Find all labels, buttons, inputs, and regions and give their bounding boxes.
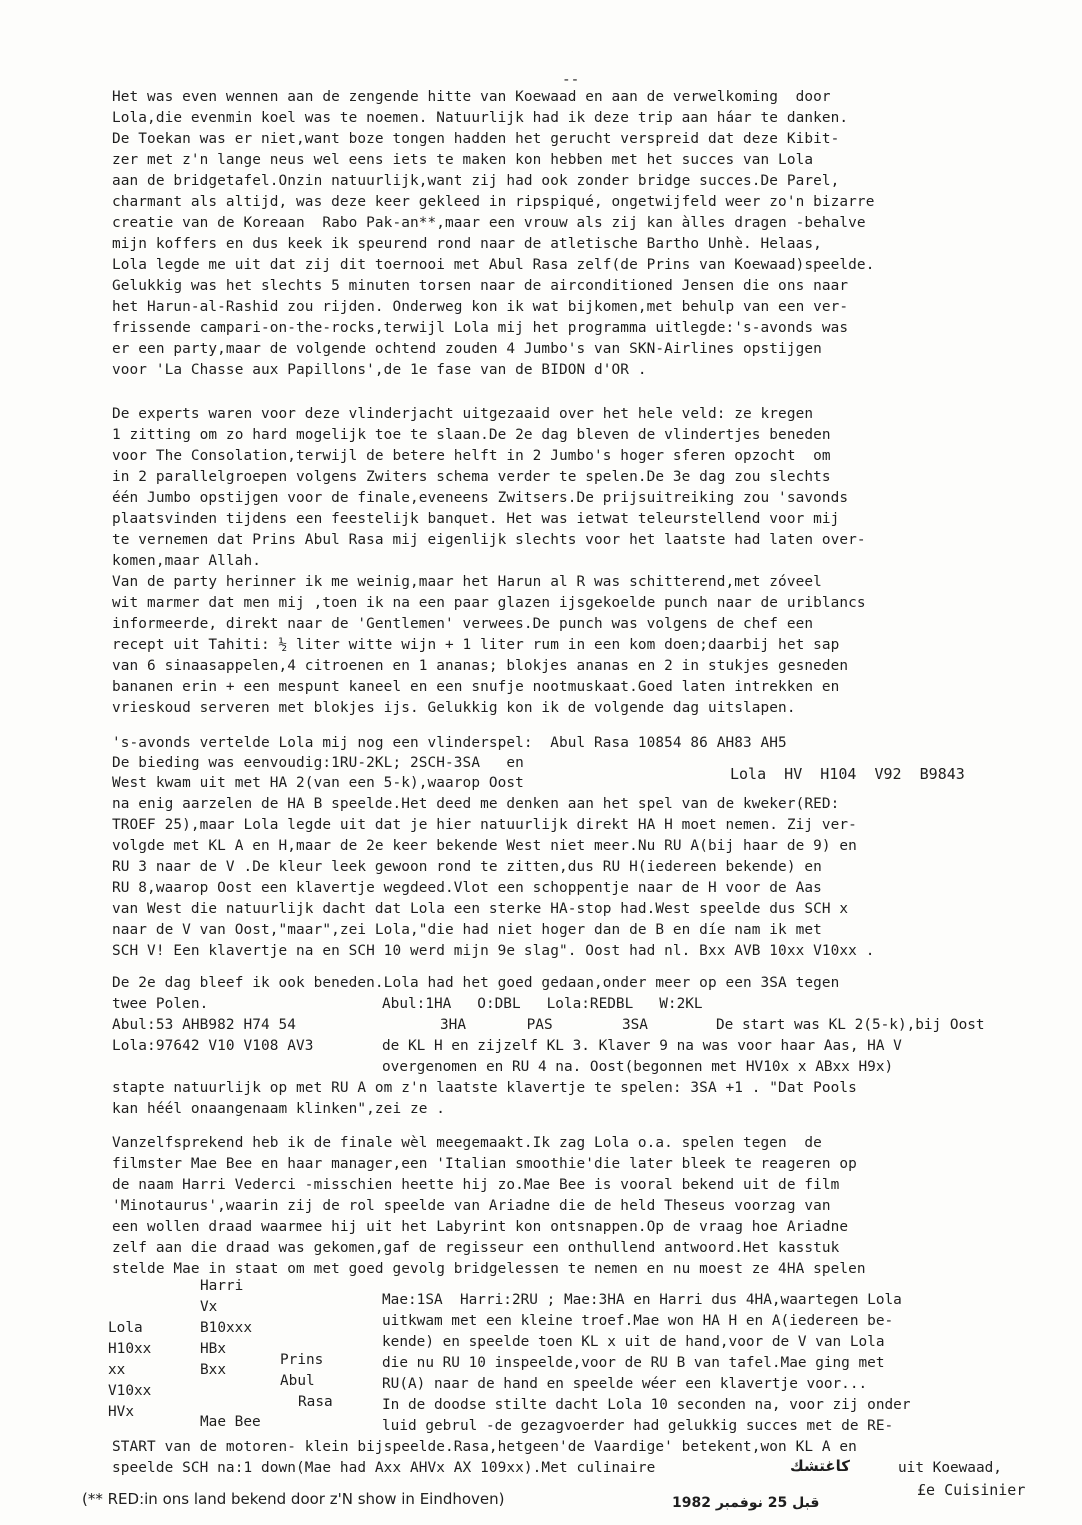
- text-line: vrieskoud serveren met blokjes ijs. Gelukkig kon ik de volgende dag uitslapen.: [112, 700, 796, 716]
- text-line: 'Minotaurus',waarin zij de rol speelde van Ariadne die de held Theseus voorzag van: [112, 1198, 831, 1214]
- prins-label: Prins: [280, 1352, 324, 1368]
- text-line: 1 zitting om zo hard mogelijk toe te slaan.De 2e dag bleven de vlindertjes beneden: [112, 427, 831, 443]
- lola-hand: Lola HV H104 V92 B9843: [730, 765, 965, 783]
- text-line: kan héél onaangenaam klinken",zei ze .: [112, 1101, 446, 1117]
- text-line: START van de motoren- klein bijspeelde.Rasa,hetgeen'de Vaardige' betekent,won KL A en: [112, 1439, 857, 1455]
- harri-holding: B10xxx: [200, 1320, 252, 1336]
- text-line: na enig aarzelen de HA B speelde.Het deed me denken aan het spel van de kweker(RED:: [112, 796, 840, 812]
- text-line: er een party,maar de volgende ochtend zouden 4 Jumbo's van SKN-Airlines opstijgen: [112, 341, 822, 357]
- prins-label: Abul: [280, 1373, 315, 1389]
- text-line: Van de party herinner ik me weinig,maar het Harun al R was schitterend,met zóveel: [112, 574, 822, 590]
- text-line: De 2e dag bleef ik ook beneden.Lola had het goed gedaan,onder meer op een 3SA tegen: [112, 975, 840, 991]
- text-line: bananen erin + een mespunt kaneel en een snufje nootmuskaat.Goed laten intrekken en: [112, 679, 840, 695]
- lola-holding: H10xx: [108, 1341, 152, 1357]
- text-line: uitkwam met een kleine troef.Mae won HA H en A(iedereen be-: [382, 1313, 894, 1329]
- mae-label: Mae Bee: [200, 1414, 261, 1430]
- text-line: kende) en speelde toen KL x uit de hand,voor de V van Lola: [382, 1334, 885, 1350]
- text-line: te vernemen dat Prins Abul Rasa mij eigenlijk slechts voor het laatste had laten over-: [112, 532, 866, 548]
- text-line: die nu RU 10 inspeelde,voor de RU B van tafel.Mae ging met: [382, 1355, 885, 1371]
- text-line: de KL H en zijzelf KL 3. Klaver 9 na was voor haar Aas, HA V: [382, 1038, 902, 1054]
- text-line: zelf aan die draad was gekomen,gaf de regisseur een onthullend antwoord.Het kasstuk: [112, 1240, 840, 1256]
- auction-row: 3HA PAS 3SA: [440, 1017, 648, 1033]
- text-line: RU 3 naar de V .De kleur leek gewoon rond te zitten,dus RU H(iedereen bekende) en: [112, 859, 822, 875]
- text-line: RU 8,waarop Oost een klavertje wegdeed.Vlot een schoppentje naar de H voor de Aas: [112, 880, 822, 896]
- text-line: plaatsvinden tijdens een feestelijk banquet. Het was ietwat teleurstellend voor mij: [112, 511, 840, 527]
- text-line: In de doodse stilte dacht Lola 10 seconden na, voor zij onder: [382, 1397, 911, 1413]
- lola-holding: V10xx: [108, 1383, 152, 1399]
- text-line: één Jumbo opstijgen voor de finale,eveneens Zwitsers.De prijsuitreiking zou 'savonds: [112, 490, 849, 506]
- text-line: De Toekan was er niet,want boze tongen hadden het gerucht verspreid dat deze Kibit-: [112, 131, 840, 147]
- text-line: voor The Consolation,terwijl de betere helft in 2 Jumbo's hoger sferen opzocht om: [112, 448, 831, 464]
- text-line: creatie van de Koreaan Rabo Pak-an**,maar een vrouw als zij kan àlles dragen -behalve: [112, 215, 866, 231]
- harri-holding: Vx: [200, 1299, 218, 1315]
- text-line: SCH V! Een klavertje na en SCH 10 werd mijn 9e slag". Oost had nl. Bxx AVB 10xx V10xx .: [112, 943, 875, 959]
- text-line: 's-avonds vertelde Lola mij nog een vlinderspel: Abul Rasa 10854 86 AH83 AH5: [112, 735, 787, 751]
- text-line: het Harun-al-Rashid zou rijden. Onderweg kon ik wat bijkomen,met behulp van een ver-: [112, 299, 849, 315]
- text-line: De start was KL 2(5-k),bij Oost: [716, 1017, 985, 1033]
- text-line: volgde met KL A en H,maar de 2e keer bekende West niet meer.Nu RU A(bij haar de 9) en: [112, 838, 857, 854]
- text-line: Gelukkig was het slechts 5 minuten torsen naar de airconditioned Jensen die ons naar: [112, 278, 849, 294]
- text-line: in 2 parallelgroepen volgens Zwiters schema verder te spelen.De 3e dag zou slechts: [112, 469, 831, 485]
- text-line: overgenomen en RU 4 na. Oost(begonnen met HV10x x ABxx H9x): [382, 1059, 894, 1075]
- text-line: uit Koewaad,: [898, 1460, 1002, 1476]
- text-line: aan de bridgetafel.Onzin natuurlijk,want zij had ook zonder bridge succes.De Parel,: [112, 173, 840, 189]
- text-line: naar de V van Oost,"maar",zei Lola,"die had niet hoger dan de B en díe nam ik met: [112, 922, 822, 938]
- text-line: RU(A) naar de hand en speelde wéer een klavertje voor...: [382, 1376, 868, 1392]
- text-line: twee Polen.: [112, 996, 209, 1012]
- hand-lola: Lola:97642 V10 V108 AV3: [112, 1038, 314, 1054]
- text-line: speelde SCH na:1 down(Mae had Axx AHVx AX 109xx).Met culinaire: [112, 1460, 656, 1476]
- text-line: Vanzelfsprekend heb ik de finale wèl meegemaakt.Ik zag Lola o.a. spelen tegen de: [112, 1135, 822, 1151]
- text-line: van West die natuurlijk dacht dat Lola een sterke HA-stop had.West speelde dus SCH x: [112, 901, 849, 917]
- page-mark: --: [562, 72, 580, 88]
- hand-abul: Abul:53 AHB982 H74 54: [112, 1017, 297, 1033]
- text-line: Lola,die evenmin koel was te noemen. Natuurlijk had ik deze trip aan háar te danken.: [112, 110, 849, 126]
- text-line: stapte natuurlijk op met RU A om z'n laatste klavertje te spelen: 3SA +1 . "Dat Pools: [112, 1080, 857, 1096]
- auction-row: Abul:1HA O:DBL Lola:REDBL W:2KL: [382, 996, 703, 1012]
- lola-holding: xx: [108, 1362, 126, 1378]
- harri-label: Harri: [200, 1278, 244, 1294]
- text-line: Lola legde me uit dat zij dit toernooi met Abul Rasa zelf(de Prins van Koewaad)speelde.: [112, 257, 875, 273]
- text-line: stelde Mae in staat om met goed gevolg bridgelessen te nemen en nu moest ze 4HA spelen: [112, 1261, 866, 1277]
- text-line: van 6 sinaasappelen,4 citroenen en 1 ananas; blokjes ananas en 2 in stukjes gesneden: [112, 658, 849, 674]
- text-line: West kwam uit met HA 2(van een 5-k),waarop Oost: [112, 775, 524, 791]
- text-line: filmster Mae Bee en haar manager,een 'Italian smoothie'die later bleek te reageren op: [112, 1156, 857, 1172]
- text-line: zer met z'n lange neus wel eens iets te maken kon hebben met het succes van Lola: [112, 152, 814, 168]
- text-line: een wollen draad waarmee hij uit het Labyrint kon ontsnappen.Op de vraag hoe Ariadne: [112, 1219, 849, 1235]
- text-line: de naam Harri Vederci -misschien heette hij zo.Mae Bee is vooral bekend uit de film: [112, 1177, 840, 1193]
- signature: £e Cuisinier: [917, 1481, 1026, 1499]
- text-line: recept uit Tahiti: ½ liter witte wijn + 1 liter rum in een kom doen;daarbij het sap: [112, 637, 840, 653]
- text-line: wit marmer dat men mij ,toen ik na een paar glazen ijsgekoelde punch naar de uriblancs: [112, 595, 866, 611]
- text-line: De experts waren voor deze vlinderjacht uitgezaaid over het hele veld: ze kregen: [112, 406, 814, 422]
- lola-holding: HVx: [108, 1404, 134, 1420]
- text-line: frissende campari-on-the-rocks,terwijl Lola mij het programma uitlegde:'s-avonds was: [112, 320, 849, 336]
- text-line: luid gebrul -de gezagvoerder had gelukkig succes met de RE-: [382, 1418, 894, 1434]
- harri-holding: Bxx: [200, 1362, 226, 1378]
- arabic-word: كاغتشك: [790, 1457, 850, 1475]
- text-line: TROEF 25),maar Lola legde uit dat je hier natuurlijk direkt HA H moet nemen. Zij ver-: [112, 817, 857, 833]
- text-line: charmant als altijd, was deze keer gekleed in ripspiqué, ongetwijfeld weer zo'n bizarre: [112, 194, 875, 210]
- text-line: mijn koffers en dus keek ik speurend rond naar de atletische Bartho Unhè. Helaas,: [112, 236, 822, 252]
- text-line: komen,maar Allah.: [112, 553, 261, 569]
- lola-label: Lola: [108, 1320, 143, 1336]
- text-line: Het was even wennen aan de zengende hitte van Koewaad en aan de verwelkoming door: [112, 89, 831, 105]
- harri-holding: HBx: [200, 1341, 226, 1357]
- text-line: informeerde, direkt naar de 'Gentlemen' verwees.De punch was volgens de chef een: [112, 616, 814, 632]
- text-line: voor 'La Chasse aux Papillons',de 1e fase van de BIDON d'OR .: [112, 362, 647, 378]
- date-stamp: قبل 25 نوفمبر 1982: [672, 1495, 820, 1511]
- text-line: De bieding was eenvoudig:1RU-2KL; 2SCH-3SA en: [112, 755, 524, 771]
- prins-label: Rasa: [298, 1394, 333, 1410]
- footnote: (** RED:in ons land bekend door z'N show in Eindhoven): [82, 1490, 505, 1508]
- text-line: Mae:1SA Harri:2RU ; Mae:3HA en Harri dus 4HA,waartegen Lola: [382, 1292, 902, 1308]
